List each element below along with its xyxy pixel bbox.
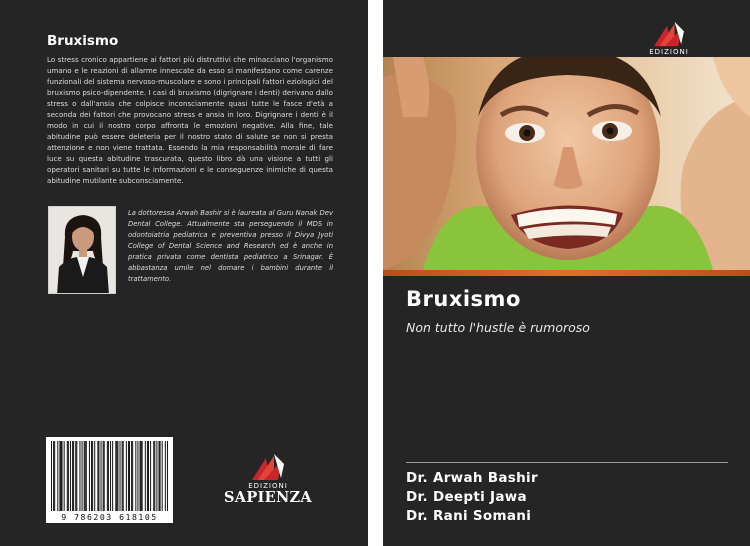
spine	[368, 0, 383, 546]
barcode-bar	[67, 441, 68, 511]
barcode-bar	[84, 441, 85, 511]
barcode-bar	[115, 441, 116, 511]
publisher-logo-back	[223, 452, 313, 506]
barcode-bar	[132, 441, 133, 511]
barcode-bar	[94, 441, 95, 511]
barcode-bar	[79, 441, 80, 511]
barcode-bar	[123, 441, 124, 511]
barcode-bar	[147, 441, 148, 511]
barcode-bar	[122, 441, 123, 511]
barcode-bar	[120, 441, 121, 511]
barcode-bar	[85, 441, 86, 511]
publisher-name: SAPIENZA	[224, 489, 312, 506]
barcode-bar	[116, 441, 117, 511]
barcode-bar	[89, 441, 90, 511]
barcode-bar	[75, 441, 76, 511]
barcode-bar	[129, 441, 130, 511]
author-name: Dr. Deepti Jawa	[406, 489, 527, 505]
author-name: Dr. Arwah Bashir	[406, 470, 538, 486]
barcode-bar	[135, 441, 136, 511]
barcode-bar	[57, 441, 58, 511]
barcode-bar	[91, 441, 92, 511]
barcode-bar	[107, 441, 108, 511]
back-cover-title: Bruxismo	[47, 33, 119, 49]
fan-logo-icon	[244, 452, 292, 482]
author-photo	[48, 206, 116, 294]
barcode-bar	[86, 441, 87, 511]
barcode-bar	[148, 441, 149, 511]
publisher-small-text: EDIZIONI	[649, 48, 689, 56]
barcode-bar	[92, 441, 93, 511]
barcode-bar	[101, 441, 102, 511]
divider	[406, 462, 728, 463]
barcode-bar	[142, 441, 143, 511]
barcode-bar	[154, 441, 155, 511]
barcode-bar	[153, 441, 154, 511]
barcode-bar	[62, 441, 63, 511]
barcode-bar	[156, 441, 157, 511]
barcode-bar	[112, 441, 113, 511]
barcode-bar	[128, 441, 129, 511]
barcode-bar	[140, 441, 141, 511]
book-title: Bruxismo	[406, 287, 521, 311]
isbn-barcode	[46, 437, 173, 523]
barcode-bar	[98, 441, 99, 511]
barcode-bar	[72, 441, 73, 511]
author-bio: La dottoressa Arwah Bashir si è laureata al Guru Nanak Dev Dental College. Attualmente sta perseguendo il MDS in odontoiatria pediatrica e preventiva presso il Divya Jyoti College of Dental Science and Research ed è anche in pratica privata come dentista pediatrico a Srinagar. È abbastanza umile nel domare i bambini durante il trattamento.	[128, 209, 333, 283]
barcode-bar	[110, 441, 111, 511]
barcode-bar	[131, 441, 132, 511]
fan-logo-icon	[645, 20, 693, 48]
barcode-bar	[160, 441, 161, 511]
barcode-bar	[104, 441, 105, 511]
barcode-bar	[97, 441, 98, 511]
barcode-bar	[51, 441, 52, 511]
barcode-bar	[150, 441, 151, 511]
barcode-bar	[76, 441, 77, 511]
barcode-bar	[162, 441, 163, 511]
author-name: Dr. Rani Somani	[406, 508, 532, 524]
barcode-bar	[68, 441, 69, 511]
barcode-bar	[64, 441, 65, 511]
cover-photo-child-grinding-teeth	[383, 57, 750, 270]
barcode-bar	[145, 441, 146, 511]
barcode-bar	[103, 441, 104, 511]
barcode-bar	[53, 441, 54, 511]
barcode-bar	[167, 441, 168, 511]
back-cover-description: Lo stress cronico appartiene ai fattori più distruttivi che minacciano l'organismo umano e le reazioni di allarme innescate da esso si manifestano come carenze funzionali del sistema nervoso-muscolare e sono i principali fattori eziologici del bruxismo psico-dipendente. I casi di bruxismo (digrignare i denti) derivano dallo stress o dall'ansia che colpisce inconsciamente quasi tutte le fasce d'età a seconda dei fattori che provocano stress e ansia in loro. Digrignare i denti è il modo in cui il nostro corpo affronta le emozioni negative. Alla fine, tale abitudine può essere deleteria per il nostro stato di salute se non si presta attenzione e non viene trattata. Essendo la mia responsabilità morale di fare luce su questa abitudine trascurata, questo libro dà una visione a tutti gli operatori sanitari su tutte le informazioni e le conseguenze inimiche di questa abitudine mutilante subconsciamente.	[47, 55, 333, 185]
barcode-bar	[159, 441, 160, 511]
book-subtitle: Non tutto l'hustle è rumoroso	[406, 320, 590, 335]
barcode-bar	[70, 441, 71, 511]
author-list	[406, 469, 538, 526]
front-cover	[383, 0, 750, 546]
barcode-bar	[73, 441, 74, 511]
barcode-bar	[141, 441, 142, 511]
barcode-bar	[59, 441, 60, 511]
barcode-bar	[137, 441, 138, 511]
barcode-bar	[82, 441, 83, 511]
barcode-bar	[165, 441, 166, 511]
isbn-digits: 9 786203 618105	[61, 512, 158, 522]
back-cover	[0, 0, 368, 546]
barcode-bar	[60, 441, 61, 511]
barcode-bar	[54, 441, 55, 511]
publisher-small-text: EDIZIONI	[248, 482, 288, 490]
accent-bar	[383, 270, 750, 276]
barcode-bar	[108, 441, 109, 511]
barcode-bar	[126, 441, 127, 511]
barcode-bar	[117, 441, 118, 511]
